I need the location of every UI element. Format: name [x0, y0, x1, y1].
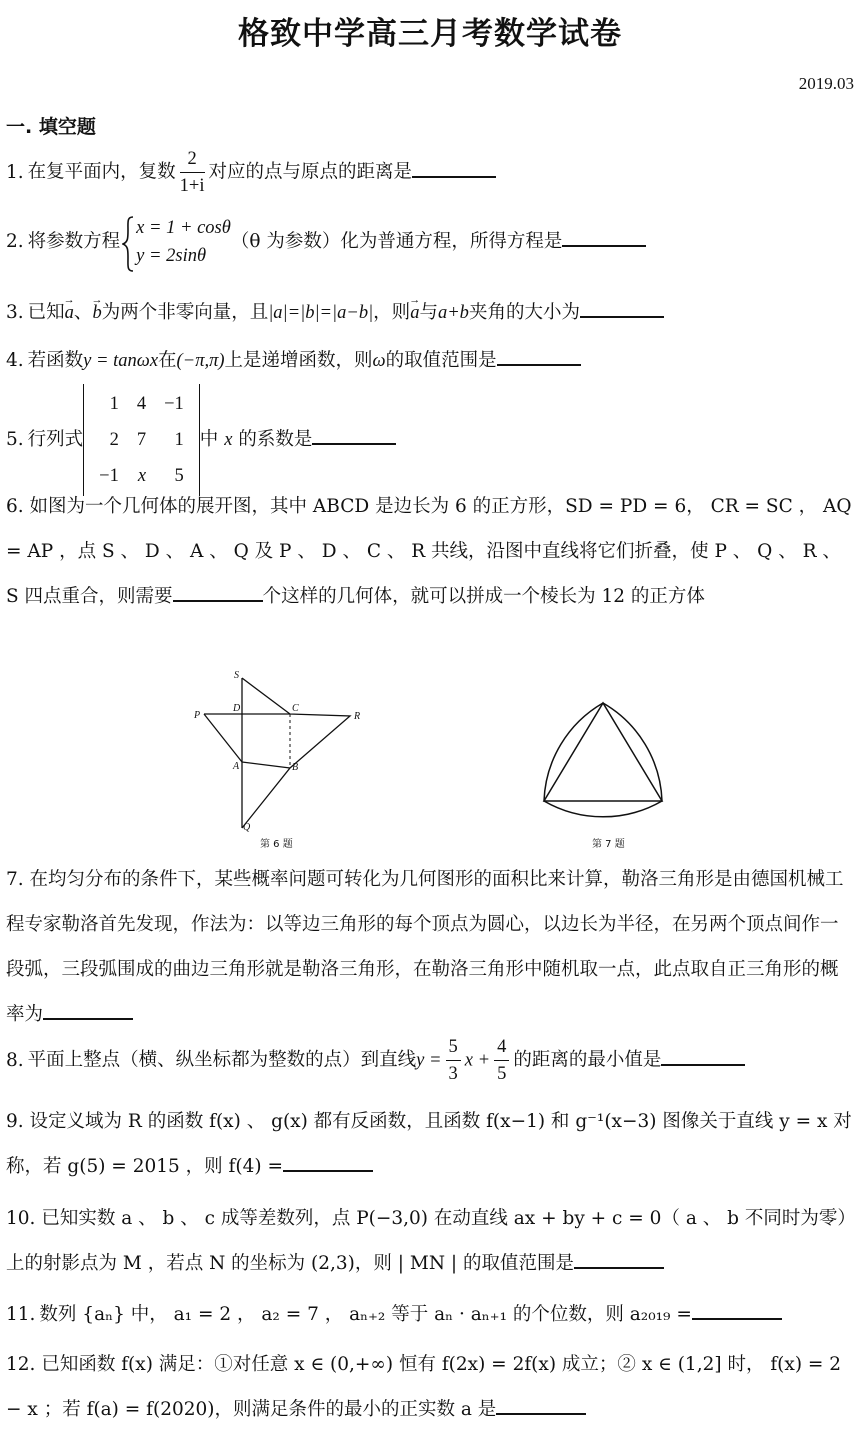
answer-blank[interactable]: [283, 1152, 373, 1172]
question-text: 已知函数 f(x) 满足：①对任意 x ∈ (0,+∞) 恒有 f(2x) = 2f(x) 成立；② x ∈ (1,2] 时， f(x) = 2 − x ；若 f(a) = f(2020)，则满足条件的最小的正实数 a 是: [6, 1354, 842, 1420]
matrix-cell: 5: [174, 466, 184, 486]
question-text: 在均匀分布的条件下，某些概率问题可转化为几何图形的面积比来计算，勒洛三角形是由德国机械工程专家勒洛首先发现，作法为：以等边三角形的每个顶点为圆心，以边长为半径，在另两个顶点间作一段弧，三段弧围成的曲边三角形就是勒洛三角形，在勒洛三角形中随机取一点，此点取自正三角形的概率为: [6, 869, 844, 1025]
fraction: [446, 1034, 461, 1087]
figure-6-net-diagram: [190, 662, 380, 852]
figure-7-reuleaux-triangle: [530, 695, 680, 855]
equation-line: y = 2sinθ: [136, 246, 207, 266]
question-text: 行列式: [27, 429, 84, 450]
question-text: 平面上整点（横、纵坐标都为整数的点）到直线: [27, 1049, 417, 1071]
label-d: D: [233, 703, 241, 714]
label-s: S: [234, 670, 239, 681]
figure-7-caption: 第 7 题: [592, 839, 625, 850]
answer-blank[interactable]: [496, 1395, 586, 1415]
question-5: [6, 384, 396, 496]
label-p: P: [194, 710, 201, 721]
question-text: 的取值范围是: [385, 350, 497, 371]
equation-system: [120, 214, 231, 270]
answer-blank[interactable]: [173, 582, 263, 602]
question-6: [6, 484, 856, 619]
numerator: 4: [494, 1034, 509, 1061]
label-b: B: [292, 762, 299, 773]
interval: (−π,π): [176, 351, 225, 371]
question-number: 1.: [6, 161, 24, 183]
matrix-cell: 4: [136, 394, 147, 414]
brace-icon: [122, 216, 134, 272]
question-text: 若函数: [27, 350, 84, 371]
variable-x: x: [224, 430, 233, 450]
condition: |a|=|b|=|a−b|: [268, 303, 374, 323]
answer-blank[interactable]: [497, 346, 581, 366]
question-text: ，则: [373, 302, 411, 323]
question-10: [6, 1196, 856, 1286]
net-outline: [242, 678, 350, 828]
answer-blank[interactable]: [43, 1000, 133, 1020]
question-number: 4.: [6, 350, 24, 371]
omega: ω: [372, 351, 386, 371]
question-4: [6, 346, 581, 374]
line-pa: [204, 714, 242, 762]
vector-a: → a: [410, 300, 419, 326]
equation-line: x = 1 + cosθ: [136, 218, 231, 238]
question-text: 对应的点与原点的距离是: [208, 161, 413, 183]
matrix-cell: −1: [99, 466, 119, 486]
question-number: 2.: [6, 231, 24, 252]
answer-blank[interactable]: [312, 425, 396, 445]
question-number: 11.: [6, 1304, 36, 1325]
equilateral-triangle: [544, 703, 662, 801]
matrix-cell: 1: [174, 430, 184, 450]
question-1: [6, 146, 496, 199]
question-text: 在: [158, 350, 177, 371]
question-text: 将参数方程: [27, 231, 121, 252]
question-text: 在复平面内，复数: [27, 161, 176, 183]
answer-blank[interactable]: [661, 1046, 745, 1066]
question-text: 的系数是: [238, 429, 313, 450]
question-text: 设定义域为 R 的函数 f(x) 、 g(x) 都有反函数，且函数 f(x−1) 和 g⁻¹(x−3) 图像关于直线 y = x 对称，若 g(5) = 2015 ，则 f(4) =: [6, 1111, 852, 1177]
question-text: （θ 为参数）化为普通方程，所得方程是: [230, 231, 563, 252]
question-11: [6, 1300, 782, 1328]
section-title: 一. 填空题: [6, 116, 96, 138]
numerator: 5: [446, 1034, 461, 1061]
question-text: 为两个非零向量，且: [101, 302, 269, 323]
fraction: [494, 1034, 509, 1087]
matrix-row: [90, 386, 193, 422]
equation-part: x +: [464, 1050, 491, 1071]
question-number: 6.: [6, 496, 24, 517]
denominator: 3: [448, 1064, 458, 1084]
question-8: [6, 1034, 745, 1087]
answer-blank[interactable]: [574, 1249, 664, 1269]
question-12: [6, 1342, 856, 1432]
question-9: [6, 1099, 856, 1189]
question-text: 、: [73, 302, 93, 323]
answer-blank[interactable]: [562, 227, 646, 247]
exam-title: 格致中学高三月考数学试卷: [238, 16, 622, 52]
denominator: 5: [497, 1064, 507, 1084]
answer-blank[interactable]: [412, 158, 496, 178]
label-q: Q: [243, 822, 251, 833]
label-a: A: [233, 761, 240, 772]
question-number: 12.: [6, 1354, 36, 1375]
matrix-cell: 2: [109, 430, 119, 450]
question-2: [6, 214, 646, 270]
matrix-cell: x: [137, 466, 147, 486]
label-r: R: [354, 711, 361, 722]
fraction: [180, 146, 205, 199]
matrix-row: [90, 422, 193, 458]
denominator: 1+i: [179, 176, 205, 196]
exam-date: 2019.03: [798, 74, 854, 93]
line-ab: [242, 762, 290, 768]
equation-part: y =: [416, 1050, 442, 1071]
vector-a: → a: [65, 300, 74, 326]
matrix-cell: −1: [164, 394, 184, 414]
question-number: 7.: [6, 869, 24, 890]
determinant: [83, 384, 200, 496]
answer-blank[interactable]: [692, 1300, 782, 1320]
question-7: [6, 857, 856, 1037]
question-text: 数列 {aₙ} 中， a₁ = 2 ， a₂ = 7 ， aₙ₊₂ 等于 aₙ · aₙ₊₁ 的个位数，则 a₂₀₁₉ =: [39, 1304, 692, 1325]
question-number: 5.: [6, 429, 24, 450]
vector-b: → b: [92, 300, 101, 326]
numerator: 2: [180, 146, 205, 173]
matrix-cell: 7: [136, 430, 147, 450]
question-3: [6, 298, 664, 326]
vector-sum: a+b: [437, 303, 469, 323]
question-text: 夹角的大小为: [468, 302, 580, 323]
question-text: 中: [199, 429, 219, 450]
question-number: 3.: [6, 302, 24, 323]
label-c: C: [292, 703, 299, 714]
matrix-cell: 1: [109, 394, 119, 414]
question-number: 9.: [6, 1111, 24, 1132]
figure-6-caption: 第 6 题: [260, 839, 293, 850]
answer-blank[interactable]: [580, 298, 664, 318]
question-text: 个这样的几何体，就可以拼成一个棱长为 12 的正方体: [262, 586, 705, 607]
reuleaux-arcs: [544, 703, 662, 817]
question-number: 10.: [6, 1208, 36, 1229]
question-text: 上是递增函数，则: [224, 350, 373, 371]
question-text: 已知: [27, 302, 65, 323]
question-text: 如图为一个几何体的展开图，其中 ABCD 是边长为 6 的正方形，SD = PD = 6， CR = SC ， AQ = AP ，点 S 、 D 、 A 、 Q 及 P 、 D 、 C 、 R 共线，沿图中直线将它们折叠，使 P 、 Q 、 R 、 S 四点重合，则需要: [6, 496, 852, 607]
question-number: 8.: [6, 1049, 24, 1071]
function: y = tanωx: [83, 351, 159, 371]
question-text: 与: [419, 302, 438, 323]
question-text: 的距离的最小值是: [513, 1049, 662, 1071]
question-text: 已知实数 a 、 b 、 c 成等差数列，点 P(−3,0) 在动直线 ax + by + c = 0（ a 、 b 不同时为零）上的射影点为 M ，若点 N 的坐标为 (2,3)，则 | MN | 的取值范围是: [6, 1208, 856, 1274]
